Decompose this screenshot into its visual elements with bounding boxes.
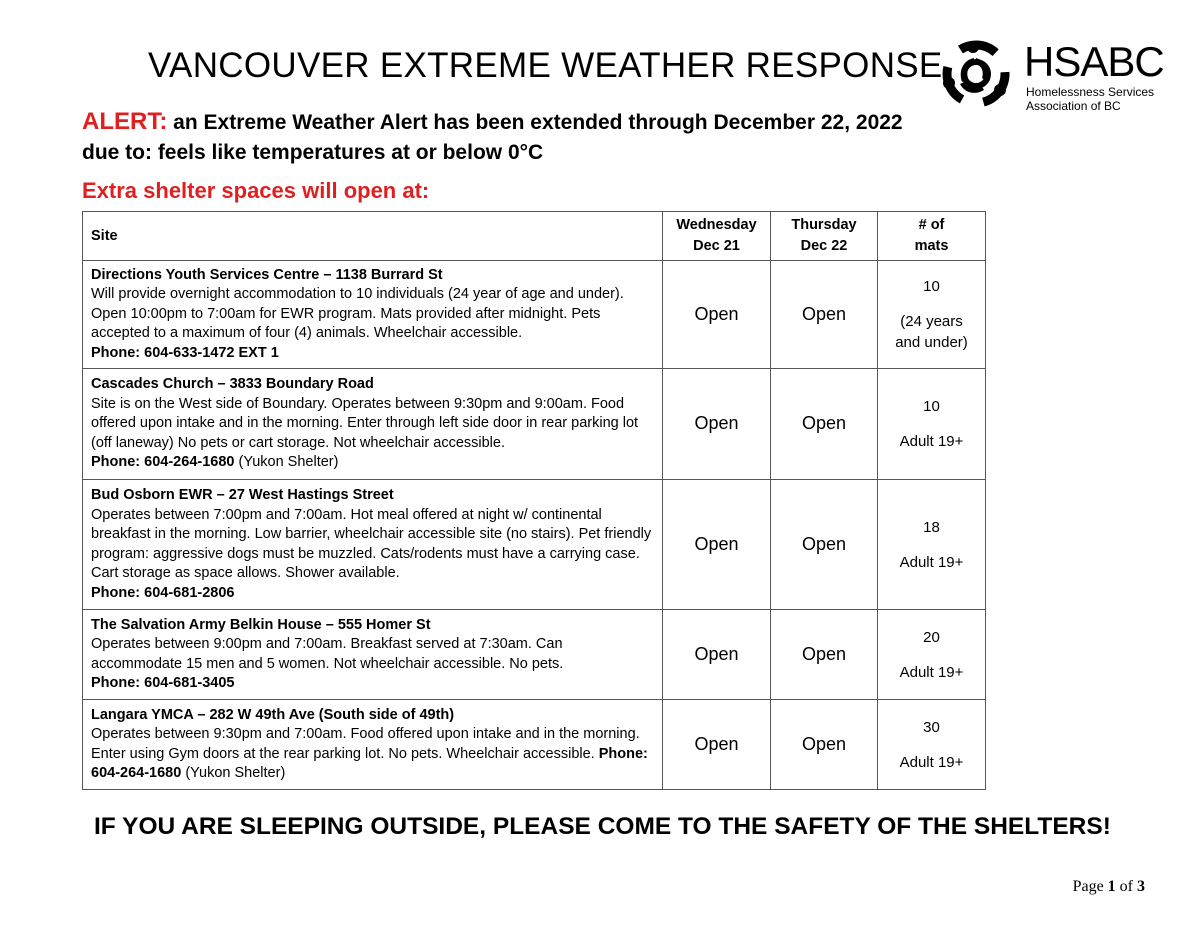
mats-count: 10	[923, 278, 940, 295]
alert-label: ALERT:	[82, 108, 168, 135]
site-name: Langara YMCA – 282 W 49th Ave (South side of 49th)	[91, 706, 455, 723]
mats-cell	[878, 261, 986, 369]
site-phone: Phone: 604-264-1680	[91, 745, 648, 781]
shelter-table	[82, 211, 986, 790]
mats-cell	[878, 480, 986, 610]
thu-status: Open	[771, 261, 878, 369]
site-phone: Phone: 604-264-1680	[91, 454, 235, 471]
site-description: Operates between 9:30pm and 7:00am. Food offered upon intake and in the morning. Enter using Gym doors at the rear parking lot. No pets. Wheelchair accessible.	[91, 726, 640, 762]
site-cell	[83, 610, 663, 700]
table-row	[83, 369, 986, 480]
mats-cell	[878, 700, 986, 790]
mats-note: Adult 19+	[899, 753, 964, 771]
header-wed-line1: Wednesday	[676, 217, 757, 233]
site-name: Directions Youth Services Centre – 1138 Burrard St	[91, 266, 443, 283]
table-row	[83, 261, 986, 369]
table-row	[83, 480, 986, 610]
header-mats	[878, 212, 986, 261]
site-description: Operates between 9:00pm and 7:00am. Breakfast served at 7:30am. Can accommodate 15 men and 5 women. Not wheelchair accessible. No pets.	[91, 636, 564, 672]
site-cell	[83, 369, 663, 480]
site-description: Site is on the West side of Boundary. Operates between 9:30pm and 9:00am. Food offered upon intake and in the morning. Enter through left side door in rear parking lot (off laneway) No pets or cart storage. Not wheelchair accessible.	[91, 395, 639, 451]
page-current: 1	[1107, 878, 1116, 895]
logo-brand: HSABC	[1024, 38, 1164, 85]
thu-status: Open	[771, 700, 878, 790]
alert-reason: due to: feels like temperatures at or below 0°C	[82, 141, 544, 164]
alert-text: an Extreme Weather Alert has been extended through December 22, 2022	[173, 111, 903, 134]
site-phone-note: (Yukon Shelter)	[181, 765, 286, 781]
table-row	[83, 610, 986, 700]
page-number	[1073, 878, 1145, 896]
site-name: Cascades Church – 3833 Boundary Road	[91, 376, 374, 393]
wed-status: Open	[663, 700, 771, 790]
page-of: of	[1119, 878, 1133, 895]
mats-cell	[878, 610, 986, 700]
header-thu-line1: Thursday	[791, 217, 857, 233]
mats-note: Adult 19+	[899, 663, 964, 681]
wed-status: Open	[663, 369, 771, 480]
header-thursday	[771, 212, 878, 261]
hsabc-emblem-icon	[940, 38, 1012, 110]
page-title: VANCOUVER EXTREME WEATHER RESPONSE	[148, 46, 943, 85]
mats-cell	[878, 369, 986, 480]
wed-status: Open	[663, 480, 771, 610]
logo-subtitle-line1: Homelessness Services	[1026, 85, 1155, 99]
header-site: Site	[83, 212, 663, 261]
mats-note: Adult 19+	[899, 553, 964, 571]
bottom-message: IF YOU ARE SLEEPING OUTSIDE, PLEASE COME TO THE SAFETY OF THE SHELTERS!	[94, 813, 1111, 840]
header-wed-line2: Dec 21	[693, 238, 740, 254]
header-mats-line2: mats	[914, 238, 949, 254]
mats-count: 18	[923, 518, 940, 536]
mats-count: 20	[923, 628, 940, 646]
thu-status: Open	[771, 610, 878, 700]
logo-subtitle-line2: Association of BC	[1026, 99, 1121, 113]
table-header-row	[83, 212, 986, 261]
extra-shelter-heading: Extra shelter spaces will open at:	[82, 178, 430, 203]
hsabc-logo	[940, 38, 1164, 118]
wed-status: Open	[663, 261, 771, 369]
mats-note: (24 years and under)	[895, 313, 968, 351]
alert-line	[82, 108, 903, 136]
site-name: The Salvation Army Belkin House – 555 Homer St	[91, 616, 431, 633]
header-wednesday	[663, 212, 771, 261]
header-mats-line1: # of	[918, 217, 945, 233]
mats-note: Adult 19+	[899, 433, 964, 450]
site-phone-note: (Yukon Shelter)	[234, 454, 339, 471]
site-name: Bud Osborn EWR – 27 West Hastings Street	[91, 487, 394, 503]
thu-status: Open	[771, 369, 878, 480]
site-description: Operates between 7:00pm and 7:00am. Hot meal offered at night w/ continental breakfast in the morning. Low barrier, wheelchair accessible site (no stairs). Pet friendly program: aggressive dogs must be muzzled. Cats/rodents must have a carrying case. Cart storage as space allows. Shower available.	[91, 506, 652, 581]
site-cell	[83, 261, 663, 369]
table-row	[83, 700, 986, 790]
mats-count: 10	[923, 398, 940, 415]
thu-status: Open	[771, 480, 878, 610]
site-description: Will provide overnight accommodation to 10 individuals (24 year of age and under). Open 10:00pm to 7:00am for EWR program. Mats provided after midnight. Pets accepted to a maximum of four (4) animals. Wheelchair accessible.	[91, 286, 624, 342]
page-prefix: Page	[1072, 878, 1104, 895]
site-phone: Phone: 604-681-2806	[91, 584, 235, 601]
page-total: 3	[1137, 878, 1145, 895]
header-thu-line2: Dec 22	[800, 238, 848, 254]
logo-subtitle	[1026, 85, 1154, 113]
site-cell	[83, 480, 663, 610]
site-phone: Phone: 604-681-3405	[91, 675, 235, 691]
wed-status: Open	[663, 610, 771, 700]
mats-count: 30	[923, 718, 940, 736]
site-cell	[83, 700, 663, 790]
site-phone: Phone: 604-633-1472 EXT 1	[91, 344, 279, 361]
